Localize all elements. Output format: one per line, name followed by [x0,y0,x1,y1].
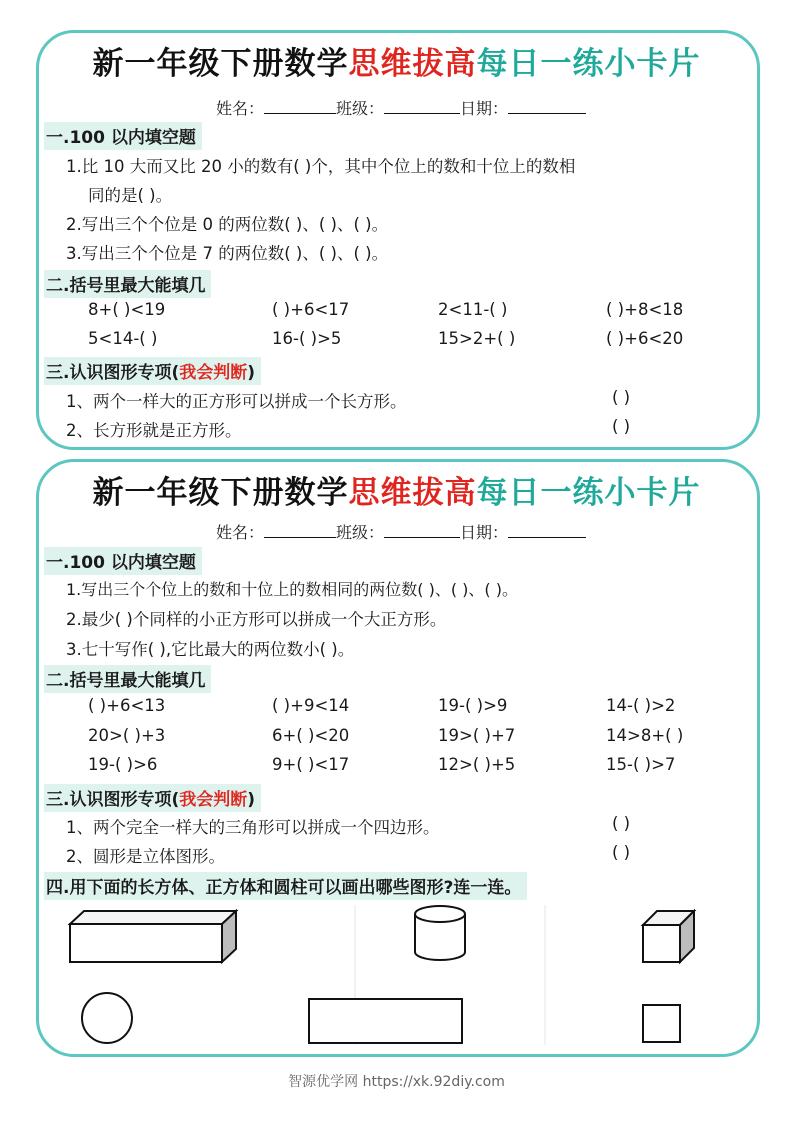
card2-expr-r2c4: 14>8+( ) [606,726,684,745]
name-label: 姓名： [216,99,265,118]
card2-expr-r3c4: 15-( )>7 [606,755,676,774]
card1-judge-1-answer[interactable]: ( ) [612,388,631,407]
cylinder-shape[interactable] [415,906,465,960]
card2-expr-r1c2: ( )+9<14 [272,696,350,715]
card1-expr-r2c1: 5<14-( ) [88,329,158,348]
square-shape[interactable] [643,1005,680,1042]
card2-judge-2-answer[interactable]: ( ) [612,843,631,862]
card1-q1-line1: 1.比 10 大而又比 20 小的数有( )个，其中个位上的数和十位上的数相 [66,157,576,176]
card1-q1-line2: 同的是( )。 [88,186,173,205]
card2-expr-r1c4: 14-( )>2 [606,696,676,715]
card2-title: 新一年级下册数学思维拔高每日一练小卡片 [92,475,701,511]
class-label: 班级： [336,99,385,118]
card1-expr-r1c3: 2<11-( ) [438,300,508,319]
cuboid-shape[interactable] [70,911,236,962]
card1-expr-r1c1: 8+( )<19 [88,300,166,319]
card1-title: 新一年级下册数学思维拔高每日一练小卡片 [92,46,701,82]
card1-q3: 3.写出三个个位是 7 的两位数( )、( )、( )。 [66,244,389,263]
card1-judge-2: 2、长方形就是正方形。 [66,421,242,440]
card1-expr-r1c2: ( )+6<17 [272,300,350,319]
card2-q1: 1.写出三个个位上的数和十位上的数相同的两位数( )、( )、( )。 [66,580,518,599]
cube-shape[interactable] [643,911,694,962]
card1-section2-heading: 二.括号里最大能填几 [44,270,211,298]
date-label: 日期： [460,523,509,542]
card2-expr-r2c3: 19>( )+7 [438,726,516,745]
card1-judge-1: 1、两个一样大的正方形可以拼成一个长方形。 [66,392,407,411]
name-label: 姓名： [216,523,265,542]
card2-expr-r2c1: 20>( )+3 [88,726,166,745]
card1-q2: 2.写出三个个位是 0 的两位数( )、( )、( )。 [66,215,389,234]
footer-watermark: 智源优学网 https://xk.92diy.com [288,1074,505,1090]
card2-section3-heading: 三.认识图形专项(我会判断) [44,784,261,812]
card1-section3-heading: 三.认识图形专项(我会判断) [44,357,261,385]
card2-expr-r1c3: 19-( )>9 [438,696,508,715]
date-label: 日期： [460,99,509,118]
card2-expr-r1c1: ( )+6<13 [88,696,166,715]
card1-judge-2-answer[interactable]: ( ) [612,417,631,436]
card1-section1-heading: 一.100 以内填空题 [44,122,202,150]
circle-shape[interactable] [82,993,132,1043]
card2-expr-r3c1: 19-( )>6 [88,755,158,774]
card1-expr-r2c3: 15>2+( ) [438,329,516,348]
card2-judge-2: 2、圆形是立体图形。 [66,847,225,866]
card2-q3: 3.七十写作( ),它比最大的两位数小( )。 [66,640,355,659]
card2-q2: 2.最少( )个同样的小正方形可以拼成一个大正方形。 [66,610,447,629]
card2-section2-heading: 二.括号里最大能填几 [44,665,211,693]
card1-expr-r2c2: 16-( )>5 [272,329,342,348]
class-label: 班级： [336,523,385,542]
card2-judge-1: 1、两个完全一样大的三角形可以拼成一个四边形。 [66,818,440,837]
card1-expr-r2c4: ( )+6<20 [606,329,684,348]
card1-expr-r1c4: ( )+8<18 [606,300,684,319]
card2-expr-r3c2: 9+( )<17 [272,755,350,774]
card2-expr-r3c3: 12>( )+5 [438,755,516,774]
card2-section4-heading: 四.用下面的长方体、正方体和圆柱可以画出哪些图形?连一连。 [44,872,527,900]
card2-expr-r2c2: 6+( )<20 [272,726,350,745]
rectangle-shape[interactable] [309,999,462,1043]
card2-section1-heading: 一.100 以内填空题 [44,547,202,575]
card2-judge-1-answer[interactable]: ( ) [612,814,631,833]
